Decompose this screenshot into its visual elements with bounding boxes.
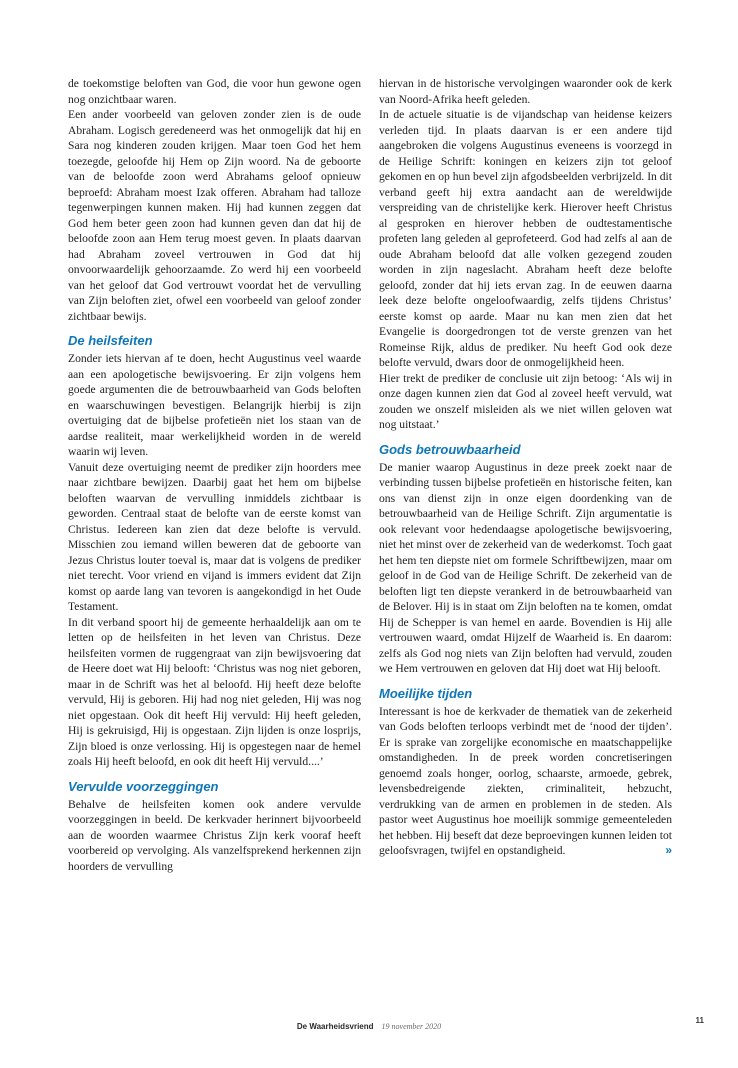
body-paragraph: In dit verband spoort hij de gemeente herhaaldelijk aan om te letten op de heilsfeiten in het leven van Christus. Deze heilsfeiten vormen de ruggengraat van zijn bewijsvoering dat de Heere doet wat Hij belooft: ‘Christus was nog niet geboren, maar in de Schrift was het al beloofd. Hij heeft deze belofte vervuld, Hij is geboren. Hij had nog niet geleden, Hij was nog niet opgestaan. Ook dit heeft Hij vervuld: Hij heeft geleden, Hij is gekruisigd, Hij is opgestaan. Zijn lijden is onze losprijs, Zijn bloed is onze verlossing. Hij is opgestegen naar de hemel zoals Hij heeft beloofd, en ook dit heeft Hij vervuld....’	[68, 615, 361, 768]
article-column-left	[68, 76, 361, 874]
body-paragraph: Zonder iets hiervan af te doen, hecht Augustinus veel waarde aan een apologetische bewijsvoering. Er zijn volgens hem goede argumenten die de betrouwbaarheid van Gods beloften en waarschuwingen bevestigen. Belangrijk hierbij is zijn overtuiging dat de bijbelse profetieën niet los staan van de aardse realiteit, maar werkelijkheid worden in de wereld waarin wij leven.	[68, 352, 361, 458]
body-paragraph: Een ander voorbeeld van geloven zonder zien is de oude Abraham. Logisch geredeneerd was het onmogelijk dat hij en Sara nog kinderen zouden krijgen. Maar toen God het hem toezegde, geloofde hij Hem op Zijn woord. Na de geboorte van de beloofde zoon werd Abrahams geloof opnieuw beproefd: Abraham moest Izak offeren. Abraham had talloze tegenwerpingen kunnen maken. Hij had kunnen zeggen dat God hem beter geen zoon had kunnen geven dan dat hij de beloofde zoon aan Hem terug moest geven. In plaats daarvan had Abraham zoveel vertrouwen in God dat hij onvoorwaardelijk gehoorzaamde. Zo werd hij een voorbeeld van het geloof dat God vertrouwt voordat het de vervulling van Zijn beloften ziet, ofwel een voorbeeld van geloof zonder zichtbaar bewijs.	[68, 108, 361, 323]
page-number: 11	[695, 1016, 704, 1025]
body-paragraph: Vanuit deze overtuiging neemt de prediker zijn hoorders mee naar zichtbare bewijzen. Daarbij gaat het hem om bijbelse beloften waarvan de vervulling inmiddels zichtbaar is geworden. Centraal staat de belofte van de eerste komst van Christus. Iedereen kan zien dat deze belofte is vervuld. Misschien zou iemand willen beweren dat de geboorte van Jezus Christus louter toeval is, maar dat is volgens de prediker niet terecht. Voor vriend en vijand is immers evident dat Zijn komst op aarde lang van tevoren is aangekondigd in het Oude Testament.	[68, 460, 361, 613]
section-heading: Vervulde voorzeggingen	[68, 778, 219, 794]
body-paragraph: de toekomstige beloften van God, die voor hun gewone ogen nog onzichtbaar waren.	[68, 77, 361, 106]
body-paragraph: hiervan in de historische vervolgingen waaronder ook de kerk van Noord-Afrika heeft geleden.	[379, 77, 672, 106]
section-heading: Moeilijke tijden	[379, 685, 473, 701]
article-body	[68, 76, 672, 874]
body-paragraph: In de actuele situatie is de vijandschap van heidense keizers verleden tijd. In plaats daarvan is er een andere tijd aangebroken die volgens Augustinus eveneens is voorzegd in de Heilige Schrift: koningen en keizers zijn tot geloof gekomen en op hun bevel zijn afgodsbeelden verbrijzeld. In dit verband geeft hij extra aandacht aan de wereldwijde verspreiding van de christelijke kerk. Hierover heeft Christus al gesproken en hierover hebben de oudtestamentische profeten lang geleden al geprofeteerd. God had zelfs al aan de oude Abraham beloofd dat alle volken gezegend zouden worden in zijn nageslacht. Abraham heeft deze belofte geloofd, zonder dat hij iets ervan zag. In de eeuwen daarna leek deze belofte ongeloofwaardig, zelfs tijdens Christus’ eerste komst op aarde. Maar nu kan men zien dat het Evangelie is doorgedrongen tot de verste grenzen van het Romeinse Rijk, aldus de prediker. Nu heeft God ook deze belofte vervuld, dwars door de onmogelijkheid heen.	[379, 108, 672, 369]
issue-date: 19 november 2020	[381, 1022, 442, 1031]
body-paragraph: Interessant is hoe de kerkvader de thematiek van de zekerheid van Gods beloften terloops verbindt met de ‘nood der tijden’. Er is sprake van zorgelijke economische en maatschappelijke omstandigheden. In de preek worden concretiseringen genoemd zoals honger, oorlog, schaarste, armoede, gebrek, levensbedreigende ziekten, criminaliteit, hebzucht, verdrukking van de armen en problemen in de steden. Als pastor weet Augustinus hoe moeilijk sommige gemeenteleden het hebben. Hij beseft dat deze beproevingen kunnen leiden tot geloofsvragen, twijfel en opstandigheid. »	[379, 704, 672, 857]
article-column-right	[379, 76, 672, 874]
page-footer	[0, 1016, 738, 1032]
body-paragraph: De manier waarop Augustinus in deze preek zoekt naar de verbinding tussen bijbelse profetieën en historische feiten, kan ons van dienst zijn in onze eigen doordenking van de betrouwbaarheid van de Heilige Schrift. Zijn argumentatie is ook relevant voor hedendaagse apologetische bewijsvoering, niet het minst over de zekerheid van de wederkomst. Toch gaat het hem ten diepste niet om formele Schriftbewijzen, maar om geloof in de God van de Heilige Schrift. De zekerheid van de beloften ligt ten diepste verankerd in de betrouwbaarheid van de Belover. Hij is in staat om Zijn beloften na te komen, omdat Hij de Schepper is van hemel en aarde. Bovendien is Hij alle vertrouwen waard, omdat Hijzelf de Waarheid is. En daarom: zelfs als God nog niets van Zijn beloften had vervuld, zouden we Hem vertrouwen en geloven dat Hij doet wat Hij belooft.	[379, 460, 672, 675]
magazine-name: De Waarheidsvriend	[296, 1022, 374, 1031]
continuation-mark-icon: »	[665, 843, 672, 857]
footer-title-line	[0, 1016, 738, 1034]
section-heading: De heilsfeiten	[68, 333, 153, 348]
body-paragraph: Behalve de heilsfeiten komen ook andere vervulde voorzeggingen in beeld. De kerkvader herinnert bijvoorbeeld aan de woorden waarmee Christus Zijn kerk vooraf heeft voorbereid op vervolging. Als vanzelfsprekend herkennen zijn hoorders de vervulling	[68, 797, 361, 873]
section-heading: Gods betrouwbaarheid	[379, 441, 521, 457]
body-paragraph: Hier trekt de prediker de conclusie uit zijn betoog: ‘Als wij in onze dagen kunnen zien dat God al zoveel heeft vervuld, wat zouden we onszelf misleiden als we niet willen geloven wat nog uitstaat.’	[379, 371, 672, 431]
